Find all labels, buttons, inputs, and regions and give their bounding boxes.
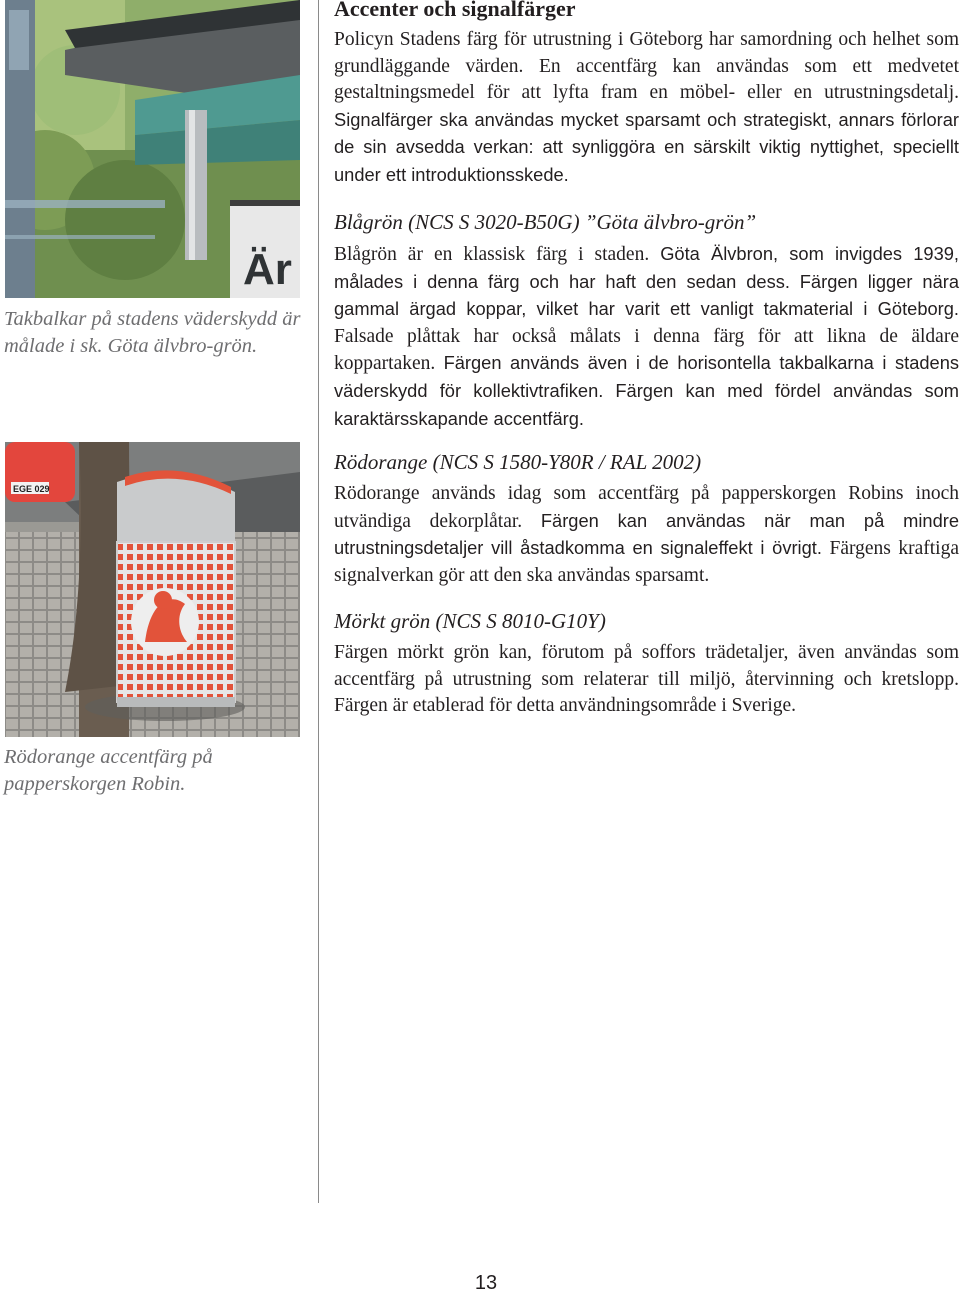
car-plate-text: EGE 029 bbox=[13, 484, 50, 494]
section-title-blagron: Blågrön (NCS S 3020-B50G) ”Göta älvbro-grön” bbox=[334, 210, 757, 234]
caption-bus-shelter: Takbalkar på stadens väderskydd är målade i sk. Göta älvbro-grön. bbox=[4, 308, 301, 357]
morktgron-text-1: Färgen mörkt grön kan, förutom på soffors trädetaljer, även användas som accentfärg på utrustning som relaterar till miljö, återvinning och kretslopp. bbox=[334, 642, 959, 690]
paragraph-accents bbox=[334, 27, 959, 190]
paragraph-rodorange bbox=[334, 481, 959, 589]
section-rodorange bbox=[334, 449, 959, 589]
section-title-morktgron: Mörkt grön (NCS S 8010-G10Y) bbox=[334, 609, 606, 633]
photo-waste-bin bbox=[5, 442, 300, 737]
section-accents bbox=[334, 0, 959, 190]
bus-shelter-illustration bbox=[5, 0, 300, 298]
waste-bin-illustration bbox=[5, 442, 300, 737]
section-morktgron bbox=[334, 608, 959, 720]
accents-text-2: Signalfärger ska användas mycket sparsamt och strategiskt, annars förlorar de sin avsedda verkan: att synliggöra en särskilt viktig nyttighet, speciellt under ett introduktionsskede. bbox=[334, 108, 959, 185]
blagron-text-5: Färgen används även i de horisontella takbalkarna i stadens väderskydd för kollektivtrafiken. bbox=[334, 352, 960, 401]
paragraph-morktgron bbox=[334, 640, 959, 720]
paragraph-blagron bbox=[334, 241, 959, 433]
page-number: 13 bbox=[474, 1272, 498, 1294]
rodorange-text-3: Färgens kraftiga signalverkan gör att den ska användas sparsamt. bbox=[334, 538, 959, 586]
blagron-text-1: Blågrön är en klassisk färg i staden. bbox=[334, 244, 650, 265]
blagron-text-6: Färgen kan med fördel användas som karaktärsskapande accentfärg. bbox=[334, 379, 959, 429]
rodorange-text-1: Rödorange används idag som accentfärg på papperskorgen Robins inoch utvändiga dekorplåtar. bbox=[334, 483, 959, 532]
rodorange-text-2: Färgen kan användas när man på mindre utrustningsdetaljer vill åstadkomma en signaleffekt i övrigt. bbox=[334, 509, 960, 559]
blagron-text-3: Färgen ligger nära gammal ärgad koppar, vilket har varit ett vanligt takmaterial i Göteborg. bbox=[334, 270, 960, 320]
caption-waste-bin: Rödorange accentfärg på papperskorgen Robin. bbox=[4, 746, 213, 795]
morktgron-text-2: Färgen är etablerad för detta användningsområde i Sverige. bbox=[334, 695, 797, 717]
blagron-text-2: Göta Älvbron, som invigdes 1939, målades i denna färg och har haft den sedan dess. bbox=[334, 243, 959, 292]
accents-text-1: Policyn Stadens färg för utrustning i Göteborg har samordning och helhet som grundläggande värden. En accentfärg kan användas som ett medvetet gestaltningsmedel för att lyfta fram en möbel- eller en utrustningsdetalj. bbox=[334, 29, 959, 104]
section-title-accents: Accenter och signalfärger bbox=[334, 0, 576, 21]
section-blagron bbox=[334, 209, 959, 433]
shelter-sign-text: Är bbox=[243, 245, 292, 294]
photo-bus-shelter bbox=[5, 0, 300, 298]
section-title-rodorange: Rödorange (NCS S 1580-Y80R / RAL 2002) bbox=[334, 450, 702, 474]
blagron-text-4: Falsade plåttak har också målats i denna färg för att likna de äldare koppartaken. bbox=[334, 325, 959, 375]
column-divider bbox=[318, 0, 319, 1203]
